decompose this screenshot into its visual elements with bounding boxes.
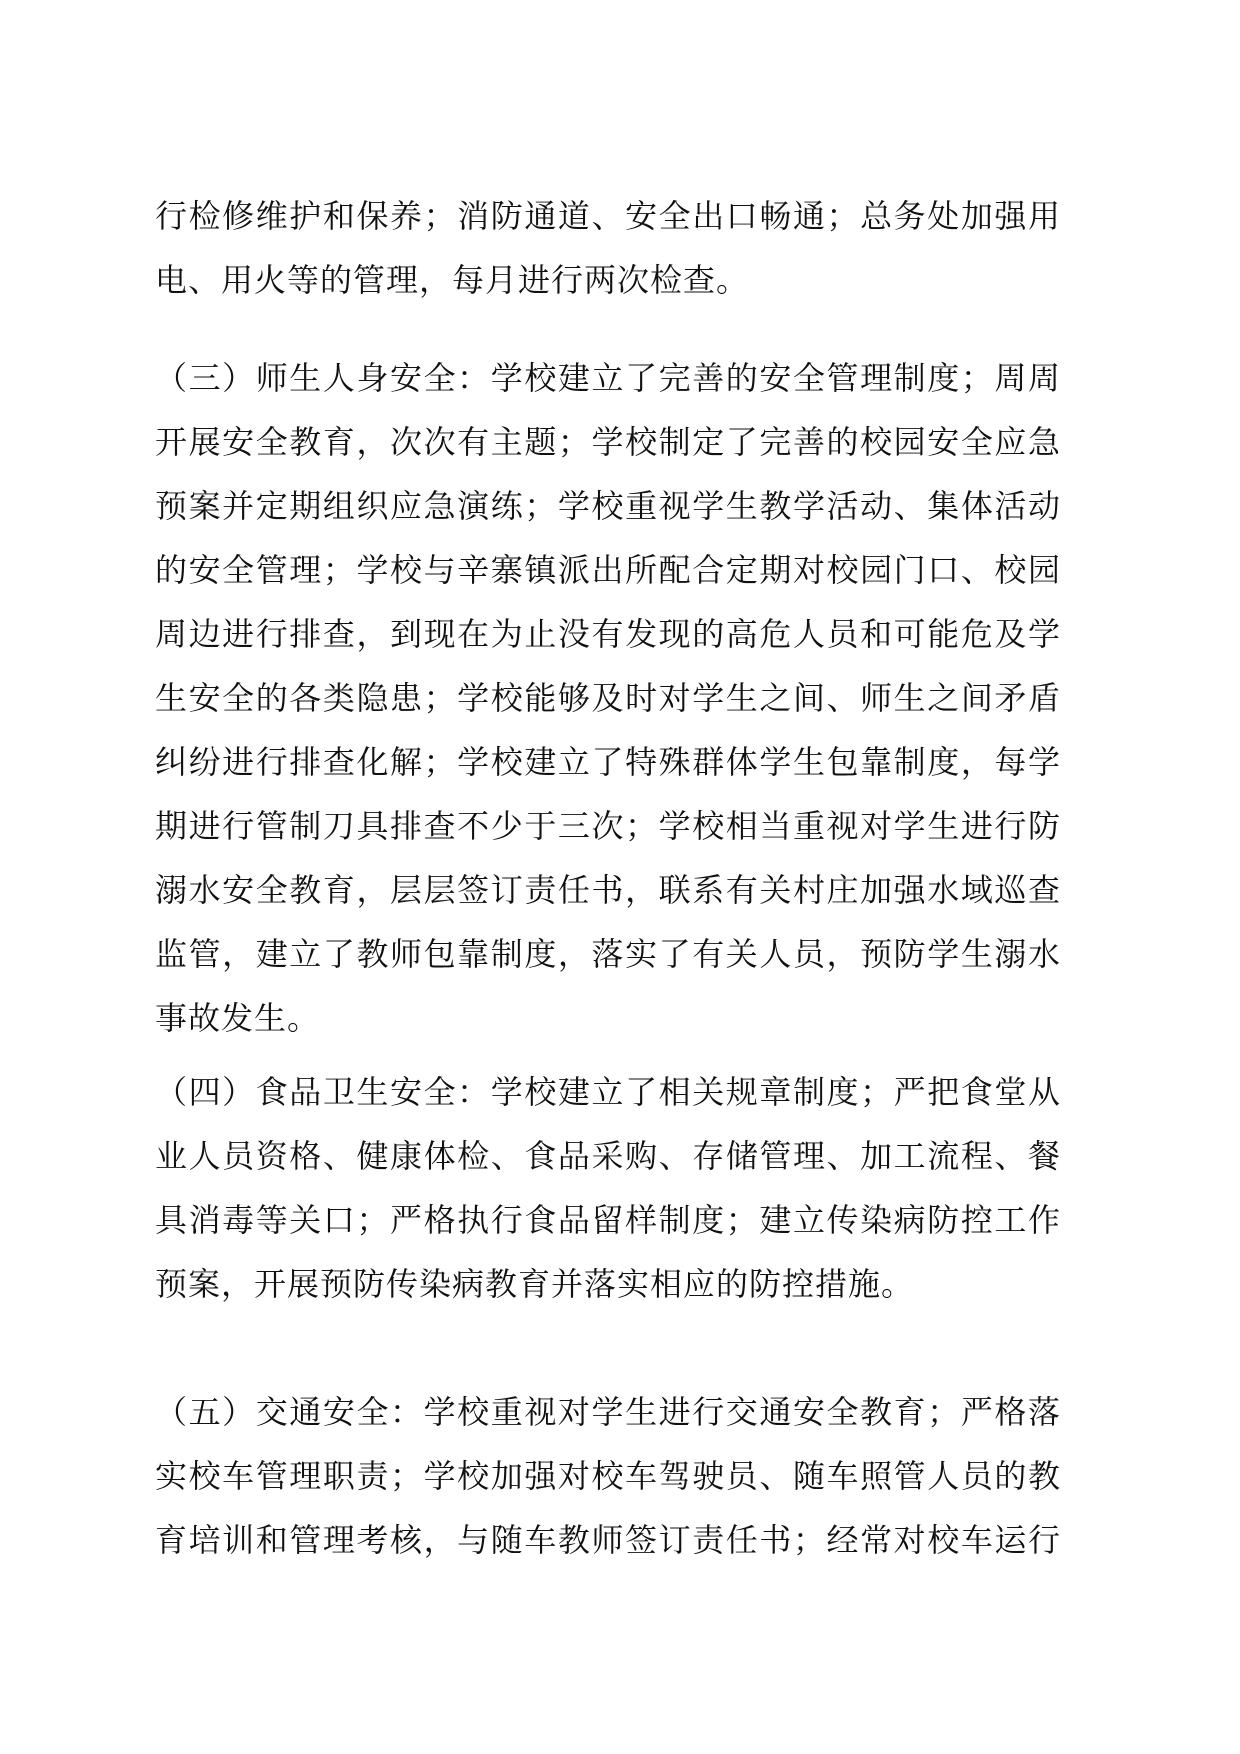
text-line: （五）交通安全：学校重视对学生进行交通安全教育；严格落	[155, 1393, 1061, 1431]
text-line: 周边进行排查，到现在为止没有发现的高危人员和可能危及学	[155, 615, 1061, 653]
text-line: 预案并定期组织应急演练；学校重视学生教学活动、集体活动	[155, 487, 1061, 525]
text-line: 业人员资格、健康体检、食品采购、存储管理、加工流程、餐	[155, 1137, 1061, 1175]
text-line: （三）师生人身安全：学校建立了完善的安全管理制度；周周	[155, 359, 1061, 397]
text-line: 实校车管理职责；学校加强对校车驾驶员、随车照管人员的教	[155, 1457, 1061, 1495]
text-line: 的安全管理；学校与辛寨镇派出所配合定期对校园门口、校园	[155, 551, 1061, 589]
text-line: 行检修维护和保养；消防通道、安全出口畅通；总务处加强用	[155, 197, 1061, 235]
text-line: 监管，建立了教师包靠制度，落实了有关人员，预防学生溺水	[155, 935, 1061, 973]
text-line: 具消毒等关口；严格执行食品留样制度；建立传染病防控工作	[155, 1201, 1061, 1239]
paragraph-personal-safety	[155, 346, 1061, 1050]
text-line: 育培训和管理考核，与随车教师签订责任书；经常对校车运行	[155, 1521, 1061, 1559]
text-line: 生安全的各类隐患；学校能够及时对学生之间、师生之间矛盾	[155, 679, 1061, 717]
text-line: 开展安全教育，次次有主题；学校制定了完善的校园安全应急	[155, 423, 1061, 461]
text-line: 电、用火等的管理，每月进行两次检查。	[155, 261, 750, 299]
text-line: 期进行管制刀具排查不少于三次；学校相当重视对学生进行防	[155, 807, 1061, 845]
paragraph-food-safety	[155, 1060, 1061, 1316]
text-line: 纠纷进行排查化解；学校建立了特殊群体学生包靠制度，每学	[155, 743, 1061, 781]
paragraph-fire-safety-continued	[155, 184, 1061, 312]
text-line: 溺水安全教育，层层签订责任书，联系有关村庄加强水域巡查	[155, 871, 1061, 909]
text-line: 事故发生。	[155, 999, 321, 1037]
paragraph-traffic-safety	[155, 1380, 1061, 1572]
text-line: 预案，开展预防传染病教育并落实相应的防控措施。	[155, 1265, 915, 1303]
text-line: （四）食品卫生安全：学校建立了相关规章制度；严把食堂从	[155, 1073, 1061, 1111]
